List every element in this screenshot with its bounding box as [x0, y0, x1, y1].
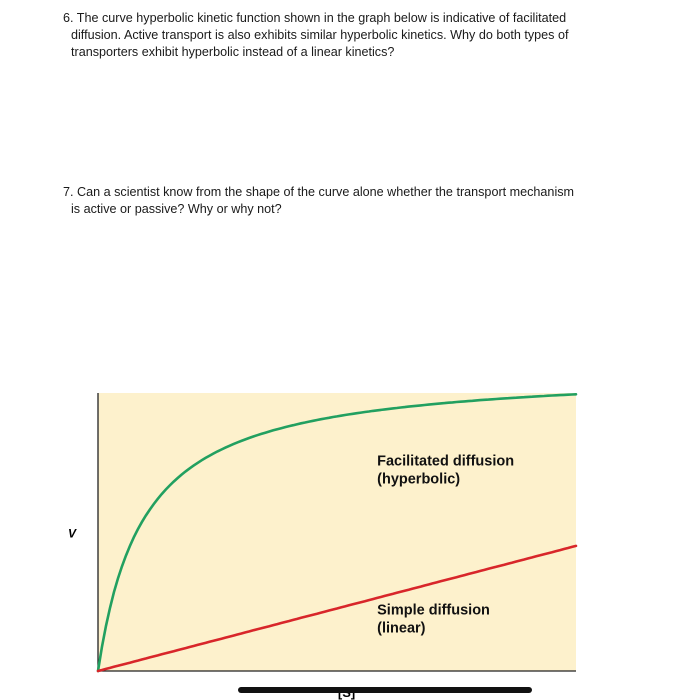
home-indicator-bar[interactable] [238, 687, 532, 693]
plot-background [98, 393, 576, 671]
series-sublabel-linear: (linear) [377, 620, 426, 637]
question-6-line-3: transporters exhibit hyperbolic instead of a linear kinetics? [71, 45, 395, 59]
question-7-line-1: Can a scientist know from the shape of the curve alone whether the transport mechanism [77, 185, 575, 199]
series-label-facilitated-diffusion: Facilitated diffusion [377, 453, 515, 470]
question-7-number: 7. [63, 185, 74, 199]
y-axis-label: V [68, 526, 77, 541]
question-6-number: 6. [63, 11, 74, 25]
question-7-line-2: is active or passive? Why or why not? [71, 202, 282, 216]
series-label-simple-diffusion: Simple diffusion [377, 602, 490, 619]
question-6-line-2: diffusion. Active transport is also exhibits similar hyperbolic kinetics. Why do both types of [71, 28, 569, 42]
series-sublabel-hyperbolic: (hyperbolic) [377, 471, 461, 488]
question-6-line-1: The curve hyperbolic kinetic function shown in the graph below is indicative of facilitated [76, 11, 567, 25]
